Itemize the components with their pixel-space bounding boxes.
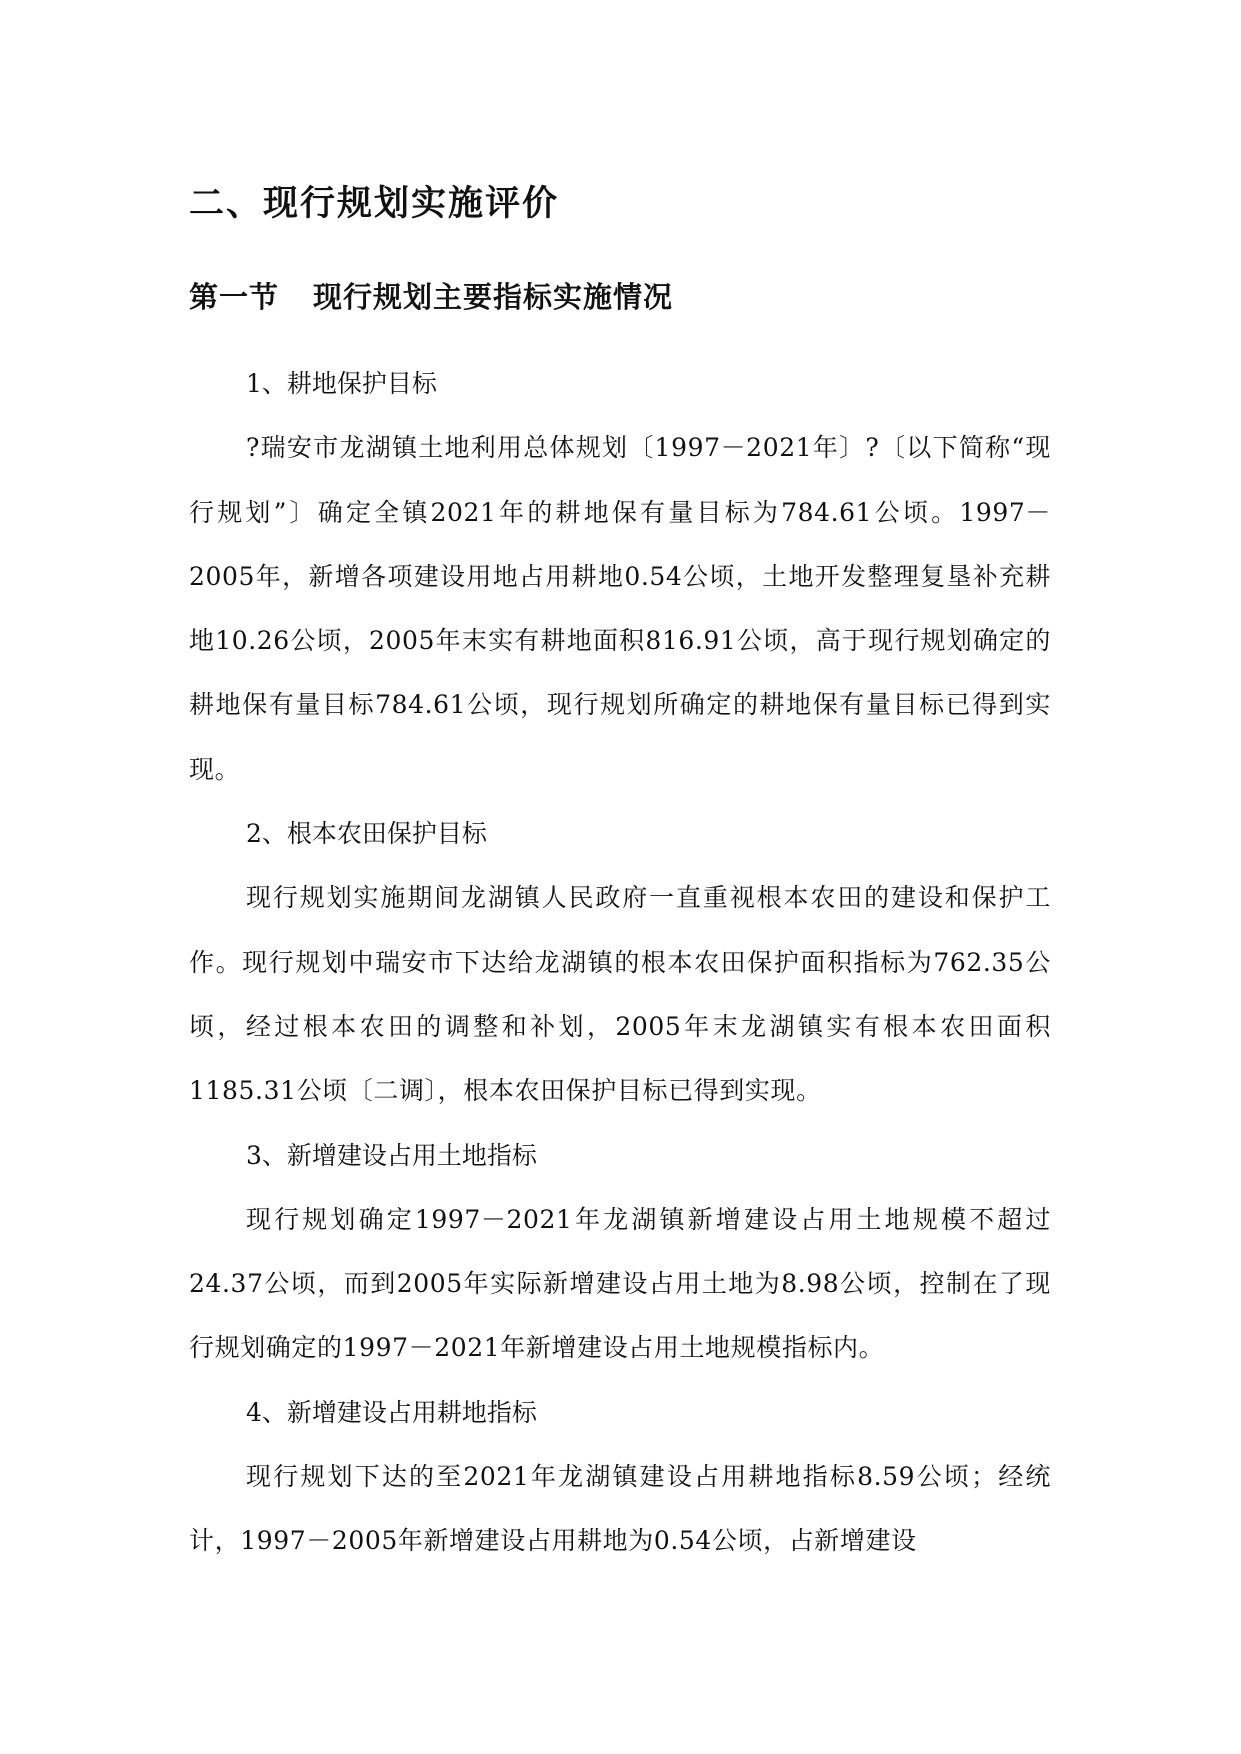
subheading-new-construction-farmland: 4、新增建设占用耕地指标 bbox=[246, 1397, 537, 1427]
body-text bbox=[189, 352, 1051, 1574]
paragraph-basic-farmland: 现行规划实施期间龙湖镇人民政府一直重视根本农田的建设和保护工作。现行规划中瑞安市下达给龙湖镇的根本农田保护面积指标为762.35公顷，经过根本农田的调整和补划，2005年末龙湖镇实有根本农田面积1185.31公顷〔二调〕，根本农田保护目标已得到实现。 bbox=[189, 883, 1051, 1106]
subheading-basic-farmland: 2、根本农田保护目标 bbox=[246, 819, 487, 849]
section-title bbox=[189, 275, 673, 316]
paragraph-new-construction-land: 现行规划确定1997－2021年龙湖镇新增建设占用土地规模不超过24.37公顷，而到2005年实际新增建设占用土地为8.98公顷，控制在了现行规划确定的1997－2021年新增建设占用土地规模指标内。 bbox=[189, 1204, 1051, 1363]
subheading-cultivated-land: 1、耕地保护目标 bbox=[246, 369, 437, 398]
section-number: 第一节 bbox=[189, 280, 280, 314]
subheading-new-construction-land: 3、新增建设占用土地指标 bbox=[246, 1140, 537, 1170]
paragraph-cultivated-land: ?瑞安市龙湖镇土地利用总体规划〔1997－2021年〕?〔以下简称“现行规划”〕确定全镇2021年的耕地保有量目标为784.61公顷。1997－2005年，新增各项建设用地占用耕地0.54公顷，土地开发整理复垦补充耕地10.26公顷，2005年末实有耕地面积816.91公顷，高于现行规划确定的耕地保有量目标784.61公顷，现行规划所确定的耕地保有量目标已得到实现。 bbox=[189, 433, 1051, 784]
chapter-title: 二、现行规划实施评价 bbox=[189, 184, 560, 224]
paragraph-new-construction-farmland: 现行规划下达的至2021年龙湖镇建设占用耕地指标8.59公顷；经统计，1997－2005年新增建设占用耕地为0.54公顷，占新增建设 bbox=[189, 1462, 1051, 1556]
section-heading: 现行规划主要指标实施情况 bbox=[313, 280, 674, 314]
